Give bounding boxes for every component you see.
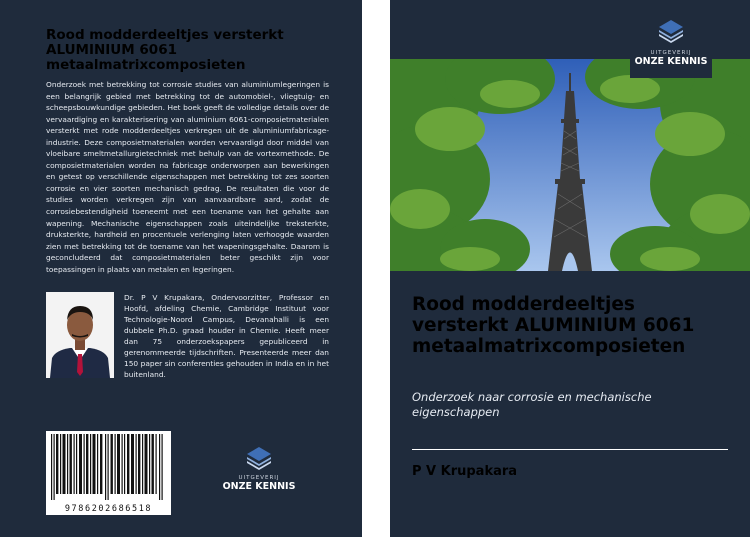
divider — [412, 449, 728, 450]
author-portrait — [46, 292, 114, 378]
barcode — [46, 431, 171, 515]
barcode-icon — [49, 434, 168, 500]
front-logo-small-text: UITGEVERIJ — [650, 50, 692, 56]
publisher-logo-icon — [244, 445, 274, 471]
front-logo-name: ONZE KENNIS — [634, 56, 708, 67]
eiffel-tower-photo — [390, 59, 750, 271]
spine — [362, 0, 390, 537]
author-bio: Dr. P V Krupakara, Ondervoorzitter, Professor en Hoofd, afdeling Chemie, Cambridge Instituut voor Technologie-Noord Campus, Devanahalli is een dubbele Ph.D. graad houder in Chemie. Heeft meer dan 75 onderzoekspapers gepubliceerd in gerenommeerde tijdschriften. Presenteerde meer dan 150 paper sin conferenties gehouden in India en in het buitenland. — [124, 293, 329, 379]
front-title: Rood modderdeeltjes versterkt ALUMINIUM 6061 metaalmatrixcomposieten — [412, 294, 695, 357]
publisher-logo-icon — [656, 18, 686, 46]
back-logo-name: ONZE KENNIS — [222, 481, 296, 492]
barcode-number: 9786202686518 — [64, 504, 153, 514]
front-subtitle: Onderzoek naar corrosie en mechanische eigenschappen — [412, 390, 652, 419]
back-publisher-logo — [214, 445, 304, 492]
front-publisher-logo — [630, 16, 712, 78]
back-logo-small-text: UITGEVERIJ — [238, 475, 280, 481]
front-author: P V Krupakara — [412, 464, 518, 479]
book-description: Onderzoek met betrekking tot corrosie studies van aluminiumlegeringen is een belangrijk gebied met betrekking tot de automobiel-, vliegtuig- en scheepsbouwkundige gebieden. Het boek geeft de volledige details over de vervaardiging en karakterisering van aluminium 6061-composietmaterialen versterkt met rode modderdeeltjes verkregen uit de aluminiumfabricage-industrie. Deze composietmaterialen worden vervaardigd door middel van vloeibare smeltmetallurgietechniek met behulp van de vortexmethode. De composietmaterialen worden na fabricage onderworpen aan bewerkingen en getest op verschillende eigenschappen met betrekking tot zes soorten corrosie en vier soorten mechanisch gedrag. De resultaten die voor de studies worden verkregen zijn van aanvaardbare aard, zodat de corrosiebestendigheid toeneemt met een toename van het gehalte aan wapening. Mechanische eigenschappen zoals uiteindelijke treksterkte, druksterkte, hardheid en procentuele verlenging laten verhoogde waarden zien met betrekking tot de toename van het wapeningsgehalte. Daarom is geconcludeerd dat composietmaterialen beter geschikt zijn voor toepassingen in plaats van metalen en legeringen. — [46, 80, 329, 274]
back-title: Rood modderdeeltjes versterkt ALUMINIUM 6061 metaalmatrixcomposieten — [46, 27, 284, 73]
